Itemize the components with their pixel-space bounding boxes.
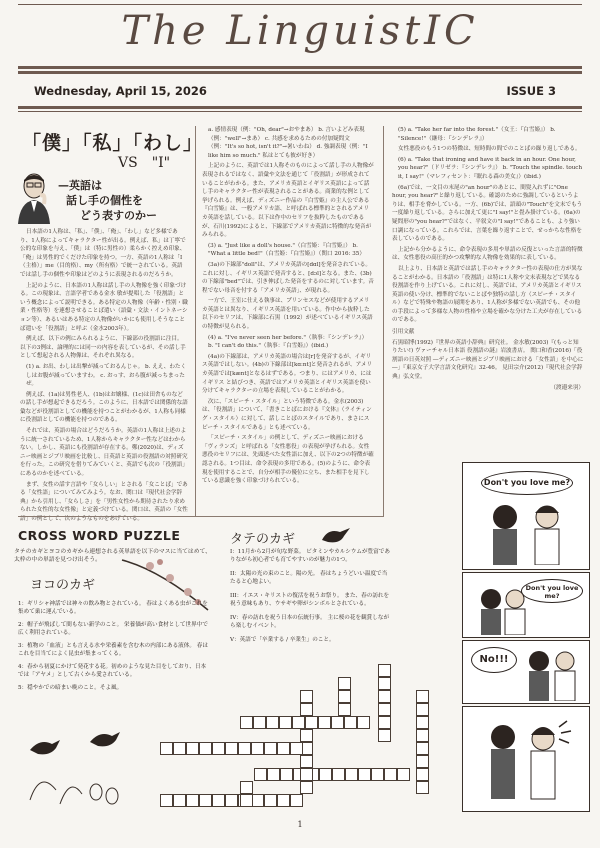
- masthead-title: The LinguistIC: [121, 8, 479, 54]
- paragraph: 例えば、以下の例にみられるように、下線部の役割語に注目。以下の3例は、論理的には同一の内容を表しているが、その話し手として想起される人物像は、それぞれ異なる。: [20, 336, 186, 360]
- crossword-cell[interactable]: [300, 781, 313, 794]
- crossword-cell[interactable]: [254, 768, 267, 781]
- couple-illustration: [471, 583, 531, 635]
- crossword-cell[interactable]: [300, 690, 313, 703]
- yoko-clue-list: [18, 600, 208, 697]
- paragraph: (3a)の下線部"doll"は、アメリカ英語の[dɑl]を発音されている。これに対し、イギリス英語で発音すると、[dɔl]となる。また、(3b)の下線部"bed"では、引き伸ばした発音をするのに対しています。音程でない母音を付する「アメリカ英語」、が現れる。: [202, 261, 374, 294]
- crossword-cell[interactable]: [300, 703, 313, 716]
- crossword-cell[interactable]: [240, 716, 253, 729]
- crossword-cell[interactable]: [378, 703, 391, 716]
- crossword-cell[interactable]: [264, 742, 277, 755]
- example-3: (3) a. "Just like a doll's house."（白雪姫：『白雪姫』） b. "What a little bed!"（白雪姫：『白雪姫』）（関口 2016: 35）: [208, 242, 365, 258]
- section-divider: [18, 516, 384, 517]
- paragraph: 以上より、日本語と英語では話し手のキャラクター性の表現の仕方が異なることがわかる。日本語の「役割語」は特に1人称や文末表現などで異なる役割語を作り上げている。これに対し、英語では、アメリカ英語とイギリス英語の使い分け、標準的でないことばや独特の話し方（スピーチ・スタイル）などで特殊や物語の展開をあり、1人称が多様でない英語でも、その他の手段によって多様な人物の性格や立場を確かな分けた工夫が存在しているのである。: [392, 265, 583, 324]
- tate-clue: V：英語で「卒業する / 卒業生」のこと。: [230, 637, 335, 643]
- issue-date: Wednesday, April 15, 2026: [34, 84, 207, 98]
- crossword-cell[interactable]: [378, 677, 391, 690]
- paragraph: 例えば、(1a)は男性老人、(1b)はお嬢様、(1c)は田舎ものなどの話し手が想起できるだろう。このように、日本語では関係的な語彙などが役割語としての機能を持つことがわかるが、1人称も同様に役割語としての機能を持つのである。: [20, 391, 188, 424]
- bird-icon: [30, 740, 60, 754]
- tate-clue: IV：春の訪れを祝う日本の伝統行事。 主に桜の花を観賞しながら楽しむイベント。: [230, 615, 390, 629]
- crossword-cell[interactable]: [318, 716, 331, 729]
- thinking-man-illustration: [14, 170, 58, 224]
- crossword-cell[interactable]: [240, 781, 253, 794]
- crossword-cell[interactable]: [225, 794, 238, 807]
- crossword-cell[interactable]: [160, 742, 173, 755]
- tate-clue: III：イエス・キリストの復活を祝うお祭り。 また、春の訪れを祝う意味もあり、ウサギや卵がシンボルとされている。: [230, 593, 390, 607]
- dateline-rule-1: [18, 106, 582, 109]
- crossword-cell[interactable]: [378, 690, 391, 703]
- article-subtitle: [58, 178, 157, 223]
- comic-panel-1: [462, 462, 590, 570]
- paragraph: 一方で、王室に仕える執事は、プリンセスなどが使用するアメリカ英語とは異なり、イギリス英語を用いている。作中から抜粋した以下のセリフは、下線部に石黒（1992）が述べているイギリス英語の特徴が見られる。: [202, 298, 373, 331]
- crossword-cell[interactable]: [331, 716, 344, 729]
- paragraph: 女性悪役のもう1つの特徴は、短時間の間でのことばの繰り返しである。: [398, 146, 581, 153]
- crossword-cell[interactable]: [416, 742, 429, 755]
- tate-clue-list: [230, 548, 390, 650]
- couple-illustration: [475, 499, 575, 565]
- crossword-title: CROSS WORD PUZZLE: [18, 528, 181, 543]
- crossword-cell[interactable]: [416, 768, 429, 781]
- crossword-cell[interactable]: [160, 794, 173, 807]
- yoko-clue: 1：ギリシャ神話では神々の飲み物とされている。 春はよくある虫がこれを集めて巣に運んでいる。: [18, 601, 208, 615]
- example-2: a. 感情表現（例："Oh, dear"→おやまあ） b. 言いよどみ表現（例："well"→まあ） c. 共感を求めるための付加疑問文 （例："It's so hot, isn't it?"→暑いわね） d. 強調表現（例："I like him so much." 私はとても彼が好き）: [208, 127, 368, 159]
- article-column-2: [202, 126, 374, 488]
- references-title: 引用文献: [392, 329, 415, 336]
- crossword-cell[interactable]: [212, 794, 225, 807]
- example-6: (6) a. "Take that ironing and have it back in an hour. One hour, you hear?"（ドリゼラ：『シンデレラ』） b. "Touch the spindle. touch it, I say!"（マレフィセント：『眠れる森の美女』）(ibid.): [398, 156, 583, 180]
- paragraph: 上記のように、日本語の1人称は話し手の人物像を強く印象づける。この現象は、言語学者である金水 敏が提唱した「役割語」という概念によって説明できる。ある特定の人物像（年齢・性別・職業・性格等）を連想させることば遣い（語彙・文法・イントネーション等）、あるいはある特定の人物像がいかにも使用しそうなことば遣いを「役割語」と呼ぶ（金水2003年）。: [20, 282, 188, 332]
- crossword-cell[interactable]: [357, 716, 370, 729]
- article-headline: 「僕」「私」「わし」: [22, 132, 204, 154]
- bird-icon: [318, 524, 354, 548]
- crossword-cell[interactable]: [199, 742, 212, 755]
- dateline-rule-2: [18, 111, 582, 112]
- paragraph: 上記のように、英語では1人称そのものによって話し手の人物像が表現されるではなく、語彙や文法を通じて「役割語」が形成されていることがわかる。また、アメリカ英語とイギリス英語によって話し手のキャラクター性が表現されることがある。商業的な例として挙げられる。例えば、ディズニー作品の『白雪姫』の主人公である『白雪姫』は、一般アメリカ語、と呼ばれる標準的とされるアメリカ英語を話している。以下は作中のセリフを抜粋したものであるが、石川(1992)によると、下線部でアメリカ英語に特徴的な発音がみられる。: [202, 163, 374, 239]
- tate-clues-heading: タテのカギ: [230, 532, 296, 547]
- crossword-cell[interactable]: [378, 664, 391, 677]
- crossword-cell[interactable]: [173, 742, 186, 755]
- crossword-cell[interactable]: [378, 716, 391, 729]
- speech-bubble: Don't you love me?: [521, 579, 583, 603]
- paragraph: (4a)の下線部は、アメリカ英語の場合は[r]を発音するが、イギリス英語ではしない。(4b)の下線部は[kɑ:nt]と発音されるが、アメリカ英語では[kænt]となるはずである。つまり、にはアメリカ、にはイギリス と結びつき、英語ではアメリカ英語とイギリス英語を使い分けてキャラクターの立場を表現していることがわかる。: [202, 353, 373, 395]
- crossword-cell[interactable]: [345, 768, 358, 781]
- comic-panel-3: [462, 640, 590, 704]
- crossword-cell[interactable]: [290, 794, 303, 807]
- paragraph: (6a)では、一文目の末尾の"an hour"のあとに、間髪入れずに"One hour, you hear?"と繰り返している。確認のために強調しているというよりは、相手を脅かしている。一方、(6b)では、語頭の"Touch"を文末でもう一度繰り返している。さらに加えて更に"I say!"と畳み掛けている。(6a)の疑問形の"you hear?"ではなく、平叙文の"I say!"であることも、より強い口調になっている。これらでは、言葉を繰り返すことで、せっかちな性格を表しているのである。: [392, 184, 583, 243]
- speech-bubble: No!!!: [471, 647, 517, 673]
- subtitle-line-2: 話し手の個性を: [66, 194, 143, 207]
- crossword-cell[interactable]: [225, 742, 238, 755]
- crossword-cell[interactable]: [292, 716, 305, 729]
- crossword-cell[interactable]: [186, 794, 199, 807]
- subtitle-line-1: —英語は: [58, 179, 102, 192]
- example-5: (5) a. "Take her far into the forest."（女王：『白雪姫』） b. "Silence!"（継母：『シンデレラ』）: [398, 127, 556, 142]
- crossword-cell[interactable]: [332, 768, 345, 781]
- crossword-cell[interactable]: [290, 742, 303, 755]
- crossword-cell[interactable]: [305, 716, 318, 729]
- crossword-cell[interactable]: [267, 768, 280, 781]
- crossword-cell[interactable]: [358, 768, 371, 781]
- article-author: （渡邉来羽）: [550, 384, 584, 391]
- crossword-cell[interactable]: [279, 716, 292, 729]
- crossword-cell[interactable]: [344, 716, 357, 729]
- yoko-clue: 3：植物の「血液」とも言える水や栄養素を含む木の内部にある液体。 春はこれを目当てによく昆虫が集まってくる。: [18, 643, 208, 657]
- tate-clue: II：太陽の光の束のこと。陽の光。 春はちょうどいい温度で当たると心地よい。: [230, 571, 388, 585]
- column-divider-1: [195, 126, 196, 516]
- crossword-cell[interactable]: [266, 716, 279, 729]
- spring-decoration: [20, 720, 130, 810]
- couple-illustration: [519, 647, 585, 701]
- crossword-cell[interactable]: [186, 742, 199, 755]
- yoko-clue: 4：春から初夏にかけて発花する花。初めのような見た目をしており、日本では「アヤメ」として古くから愛されている。: [18, 664, 207, 678]
- article-vs: VS "I": [118, 155, 171, 171]
- couple-illustration: [473, 717, 579, 805]
- crossword-cell[interactable]: [378, 729, 391, 742]
- crossword-cell[interactable]: [277, 794, 290, 807]
- paragraph: まず、女性の話す言語や「女らしい」とされる「女ことば」である「女性語」についてみてみよう。なお、関口は『現代社会学辞典』から引用し、「女らしさ」を「男性女性から期待されたり求められた女性的な女性像」と定義づけている。関口は、英語の「女性語」の例として、次のようなものをあげている。: [20, 481, 188, 522]
- issue-number: ISSUE 3: [506, 84, 556, 98]
- crossword-cell[interactable]: [300, 768, 313, 781]
- crossword-intro: タテのカギとヨコのカギから連想される英単語を以下のマスに当てはめて、太枠の中の単語を見つけ出そう。: [14, 549, 211, 564]
- crossword-cell[interactable]: [397, 768, 410, 781]
- crossword-cell[interactable]: [251, 742, 264, 755]
- crossword-cell[interactable]: [338, 690, 351, 703]
- crossword-cell[interactable]: [416, 729, 429, 742]
- crossword-cell[interactable]: [371, 768, 384, 781]
- crossword-cell[interactable]: [253, 716, 266, 729]
- page-number: 1: [297, 820, 303, 829]
- crossword-cell[interactable]: [300, 755, 313, 768]
- crossword-cell[interactable]: [264, 794, 277, 807]
- tate-clue: I：11月から2月が旬な野菜。 ビタミンやカルシウムが豊富でありながら初心者でも育てやすいのが魅力の1つ。: [230, 549, 390, 563]
- bird-icon: [90, 732, 120, 746]
- crossword-cell[interactable]: [338, 703, 351, 716]
- yoko-clue: 5：穏やかでの暗まい晩のこと。そよ風。: [18, 685, 123, 691]
- crossword-cell[interactable]: [277, 742, 290, 755]
- crossword-cell[interactable]: [416, 690, 429, 703]
- top-rule: [18, 4, 582, 5]
- masthead-rule-1: [18, 66, 582, 69]
- paragraph: それでは、英語の場合はどうだろうか。英語の1人称は上述のように統一されているため、1人称からキャラクター性などはわからない。しかし、英語にも役割語が存在する。鄭(2020)は、ディズニー映画とジブリ映画を比較し、日英語と英語の役割語の対照研究を行った。この研究を借りてみていくと、英語でも次の「役割語」にあるのかを述べている。: [20, 428, 188, 478]
- paragraph: 次に、「スピーチ・スタイル」という特徴である。金水(2003)は、「役割語」について、「書きことばにおける『文体』（ライティング・スタイル）に対して、話しことばのスタイルであり、まさにスピーチ・スタイルである」とも述べている。: [202, 398, 372, 431]
- crossword-cell[interactable]: [416, 716, 429, 729]
- example-4: (4) a. "I've never seen her before."（執事：『シンデレラ』） b. "I can't do this."（執事：『白雪姫』）(ibid.): [208, 334, 368, 350]
- crossword-cell[interactable]: [173, 794, 186, 807]
- crossword-cell[interactable]: [212, 742, 225, 755]
- crossword-cell[interactable]: [240, 794, 253, 807]
- crossword-cell[interactable]: [319, 768, 332, 781]
- yoko-clues-heading: ヨコのカギ: [30, 578, 96, 593]
- crossword-cell[interactable]: [199, 794, 212, 807]
- crossword-cell[interactable]: [338, 677, 351, 690]
- paragraph: 日本語の1人称は、「私」、「僕」、「俺」、「わし」など多様であり、1人称によってキャラクター性が出る。例えば、私」は丁寧で公的な印象を与え、「僕」は（特に男性の）柔らかく控えめ印象、「俺」は男性的でくだけた印象を持つ。一方、英語の1人称は「I（主格）」me（目的格）、my（所有格）で統一されている。英語では話し手の個性や印象はどのように表現されるのだろうか。: [20, 229, 186, 278]
- crossword-cell[interactable]: [416, 781, 429, 794]
- speech-bubble: Don't you love me?: [481, 471, 573, 495]
- crossword-cell[interactable]: [280, 768, 293, 781]
- crossword-cell[interactable]: [300, 729, 313, 742]
- crossword-cell[interactable]: [416, 755, 429, 768]
- crossword-cell[interactable]: [238, 742, 251, 755]
- example-1: (1) a. お出、わしは出撃が減っておるんじゃ。 b. ええ、わたくしはお腹が減っていますわ。 c. おっす、おら腹が減っちまったぜ。: [26, 363, 187, 388]
- comic-panel-4: [462, 706, 590, 812]
- article-column-1: [20, 228, 188, 526]
- references-list: 石黒昭博(1992)『世界の英語小辞典』研究社。 金水敏(2003)『(もっと知りたい!) ヴァーチャル日本語 役割語の謎』岩波書店。 関口和香(2016)「役割語の日英対照 ―ディズニー映画とジブリ映画における「女性語」を中心に―」『東京女子大学言語文化研究』32-46。 見田宗介(2012)『現代社会学辞典』弘文堂。: [392, 339, 584, 381]
- comic-panel-2: [462, 572, 590, 638]
- masthead-rule-2: [18, 71, 582, 74]
- paragraph: 上記から分かるように、命令表現の多用や単語の反復といった言語的特徴は、女性悪役の高圧的かつ攻撃的な人物像を効果的に表している。: [392, 246, 583, 262]
- article-column-3: [392, 126, 584, 394]
- subtitle-line-3: どう表すのかー: [80, 209, 157, 222]
- crossword-cell[interactable]: [384, 768, 397, 781]
- crossword-cell[interactable]: [416, 703, 429, 716]
- paragraph: 「スピーチ・スタイル」の例として、ディズニー映画における「ヴィランズ」と呼ばれる「女性悪役」の表現が挙げられる。女性悪役のセリフには、先頭述べた女性語に加え、以下の2つの特徴が確認される。1つ目は、命令表現の多用である。(5)のように、命令表現を使用することで、自分が相手の優位に立ち、また相手を見下している意識を強く印象づけられている。: [202, 435, 374, 485]
- yoko-clue: 2：帽子が飛ばして間もない新学のこと。 栄養価が高い食材として世界中で広く利用されている。: [18, 622, 208, 636]
- column-divider-2: [383, 126, 384, 516]
